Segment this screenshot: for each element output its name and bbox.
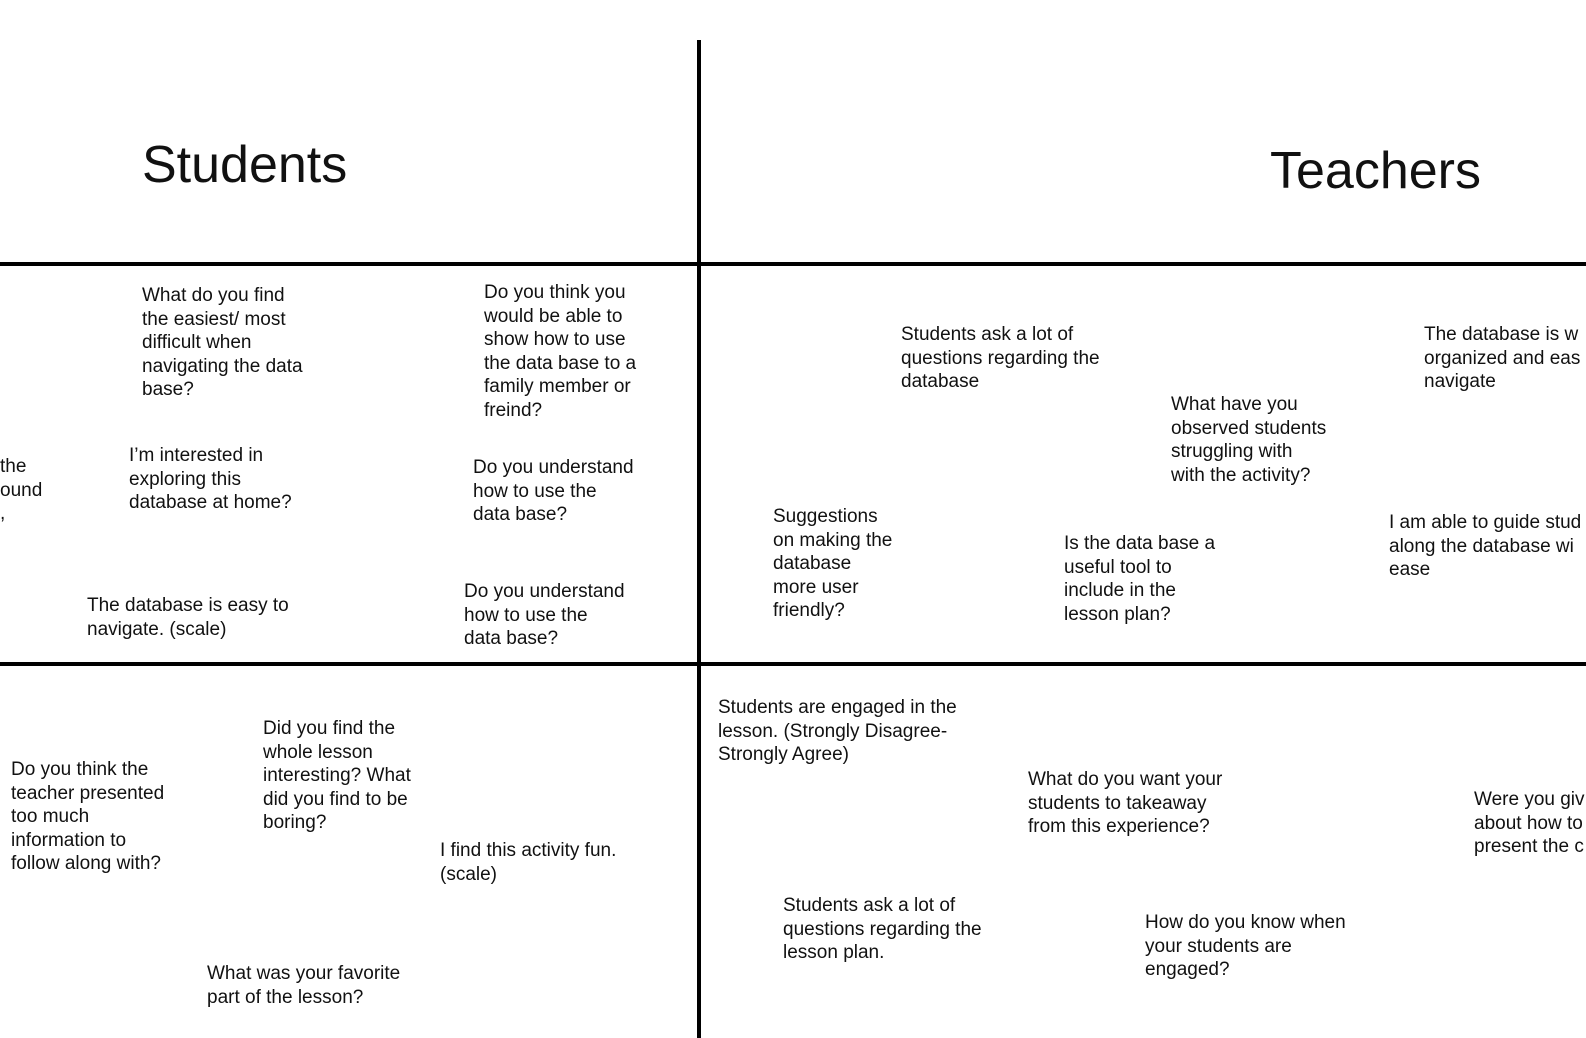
sticky-note[interactable]: the ound , <box>0 456 43 524</box>
sticky-note[interactable]: The database is w organized and eas navigate <box>1424 324 1581 392</box>
sticky-note[interactable]: I find this activity fun. (scale) <box>440 840 617 885</box>
sticky-note[interactable]: I am able to guide stud along the database wi ease <box>1389 512 1582 580</box>
teachers-heading: Teachers <box>1270 142 1481 200</box>
students-heading: Students <box>142 136 348 194</box>
sticky-note[interactable]: Were you giv about how to present the c <box>1474 789 1585 857</box>
sticky-note[interactable]: Suggestions on making the database more user friendly? <box>773 506 893 621</box>
sticky-note[interactable]: Do you understand how to use the data base? <box>464 581 625 649</box>
sticky-note[interactable]: The database is easy to navigate. (scale) <box>87 595 289 640</box>
sticky-note[interactable]: What was your favorite part of the lesson? <box>207 963 401 1008</box>
sticky-note[interactable]: How do you know when your students are engaged? <box>1145 912 1346 980</box>
sticky-note[interactable]: What do you find the easiest/ most difficult when navigating the data base? <box>142 285 303 400</box>
sticky-note[interactable]: What do you want your students to takeaway from this experience? <box>1028 769 1223 837</box>
sticky-note[interactable]: Students ask a lot of questions regarding the database <box>901 324 1100 392</box>
sticky-note[interactable]: Students ask a lot of questions regarding the lesson plan. <box>783 895 982 963</box>
sticky-note[interactable]: Do you think you would be able to show how to use the data base to a family member or freind? <box>484 282 637 421</box>
horizontal-divider-middle <box>0 662 1586 666</box>
sticky-note[interactable]: Did you find the whole lesson interesting? What did you find to be boring? <box>263 718 411 833</box>
sticky-note[interactable]: Do you understand how to use the data base? <box>473 457 634 525</box>
horizontal-divider-top <box>0 262 1586 266</box>
sticky-note[interactable]: Do you think the teacher presented too much information to follow along with? <box>11 759 165 874</box>
sticky-note[interactable]: Students are engaged in the lesson. (Strongly Disagree- Strongly Agree) <box>718 697 957 765</box>
sticky-note[interactable]: What have you observed students struggling with with the activity? <box>1171 394 1327 486</box>
sticky-note[interactable]: Is the data base a useful tool to include in the lesson plan? <box>1064 533 1216 625</box>
vertical-divider <box>697 40 701 1038</box>
sticky-note[interactable]: I’m interested in exploring this database at home? <box>129 445 292 513</box>
